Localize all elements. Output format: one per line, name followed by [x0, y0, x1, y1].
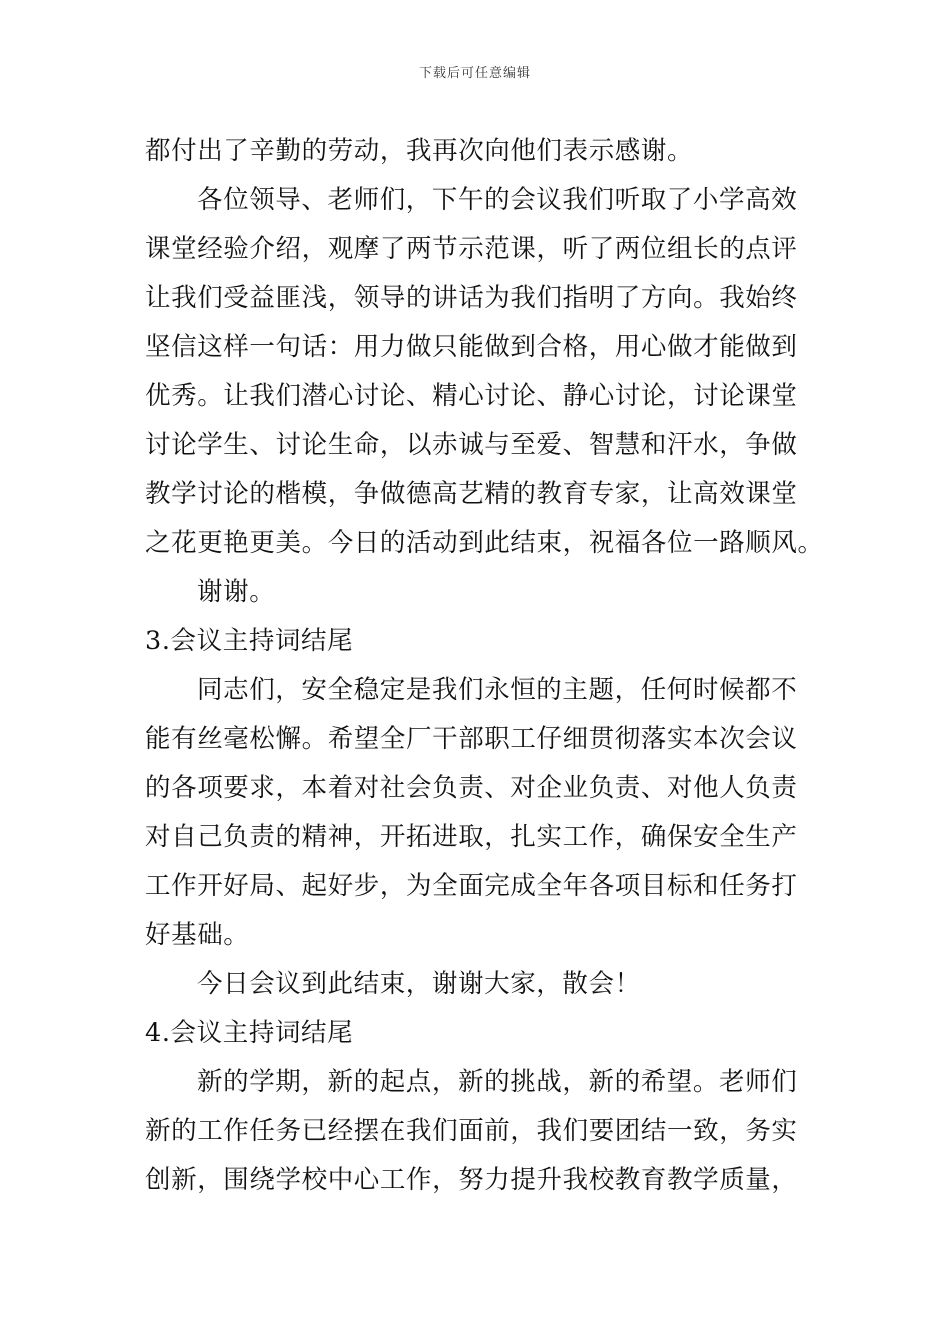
paragraph-line: 之花更艳更美。今日的活动到此结束，祝福各位一路顺风。	[145, 528, 824, 558]
section-heading: 4.会议主持词结尾	[145, 1018, 354, 1048]
paragraph-line: 的各项要求，本着对社会负责、对企业负责、对他人负责	[145, 773, 798, 803]
paragraph-line: 好基础。	[145, 920, 250, 950]
paragraph-line: 工作开好局、起好步，为全面完成全年各项目标和任务打	[145, 871, 798, 901]
document-body	[145, 127, 824, 1205]
paragraph-line: 坚信这样一句话：用力做只能做到合格，用心做才能做到	[145, 332, 798, 362]
page-header: 下载后可任意编辑	[418, 66, 531, 81]
paragraph-line: 能有丝毫松懈。希望全厂干部职工仔细贯彻落实本次会议	[145, 724, 798, 754]
paragraph-line: 对自己负责的精神，开拓进取，扎实工作，确保安全生产	[145, 822, 798, 852]
paragraph-line: 优秀。让我们潜心讨论、精心讨论、静心讨论，讨论课堂	[145, 381, 798, 411]
paragraph-line: 新的学期，新的起点，新的挑战，新的希望。老师们	[197, 1067, 798, 1097]
paragraph-line: 让我们受益匪浅，领导的讲话为我们指明了方向。我始终	[145, 283, 798, 313]
paragraph-line: 今日会议到此结束，谢谢大家，散会！	[197, 969, 641, 999]
paragraph-line: 谢谢。	[197, 577, 276, 607]
paragraph-line: 新的工作任务已经摆在我们面前，我们要团结一致，务实	[145, 1116, 798, 1146]
paragraph-line: 都付出了辛勤的劳动，我再次向他们表示感谢。	[145, 136, 694, 166]
paragraph-line: 同志们，安全稳定是我们永恒的主题，任何时候都不	[197, 675, 798, 705]
paragraph-line: 各位领导、老师们，下午的会议我们听取了小学高效	[197, 185, 798, 215]
section-heading: 3.会议主持词结尾	[145, 626, 354, 656]
paragraph-line: 课堂经验介绍，观摩了两节示范课，听了两位组长的点评	[145, 234, 798, 264]
paragraph-line: 教学讨论的楷模，争做德高艺精的教育专家，让高效课堂	[145, 479, 798, 509]
paragraph-line: 创新，围绕学校中心工作，努力提升我校教育教学质量，	[145, 1165, 798, 1195]
paragraph-line: 讨论学生、讨论生命，以赤诚与至爱、智慧和汗水，争做	[145, 430, 798, 460]
